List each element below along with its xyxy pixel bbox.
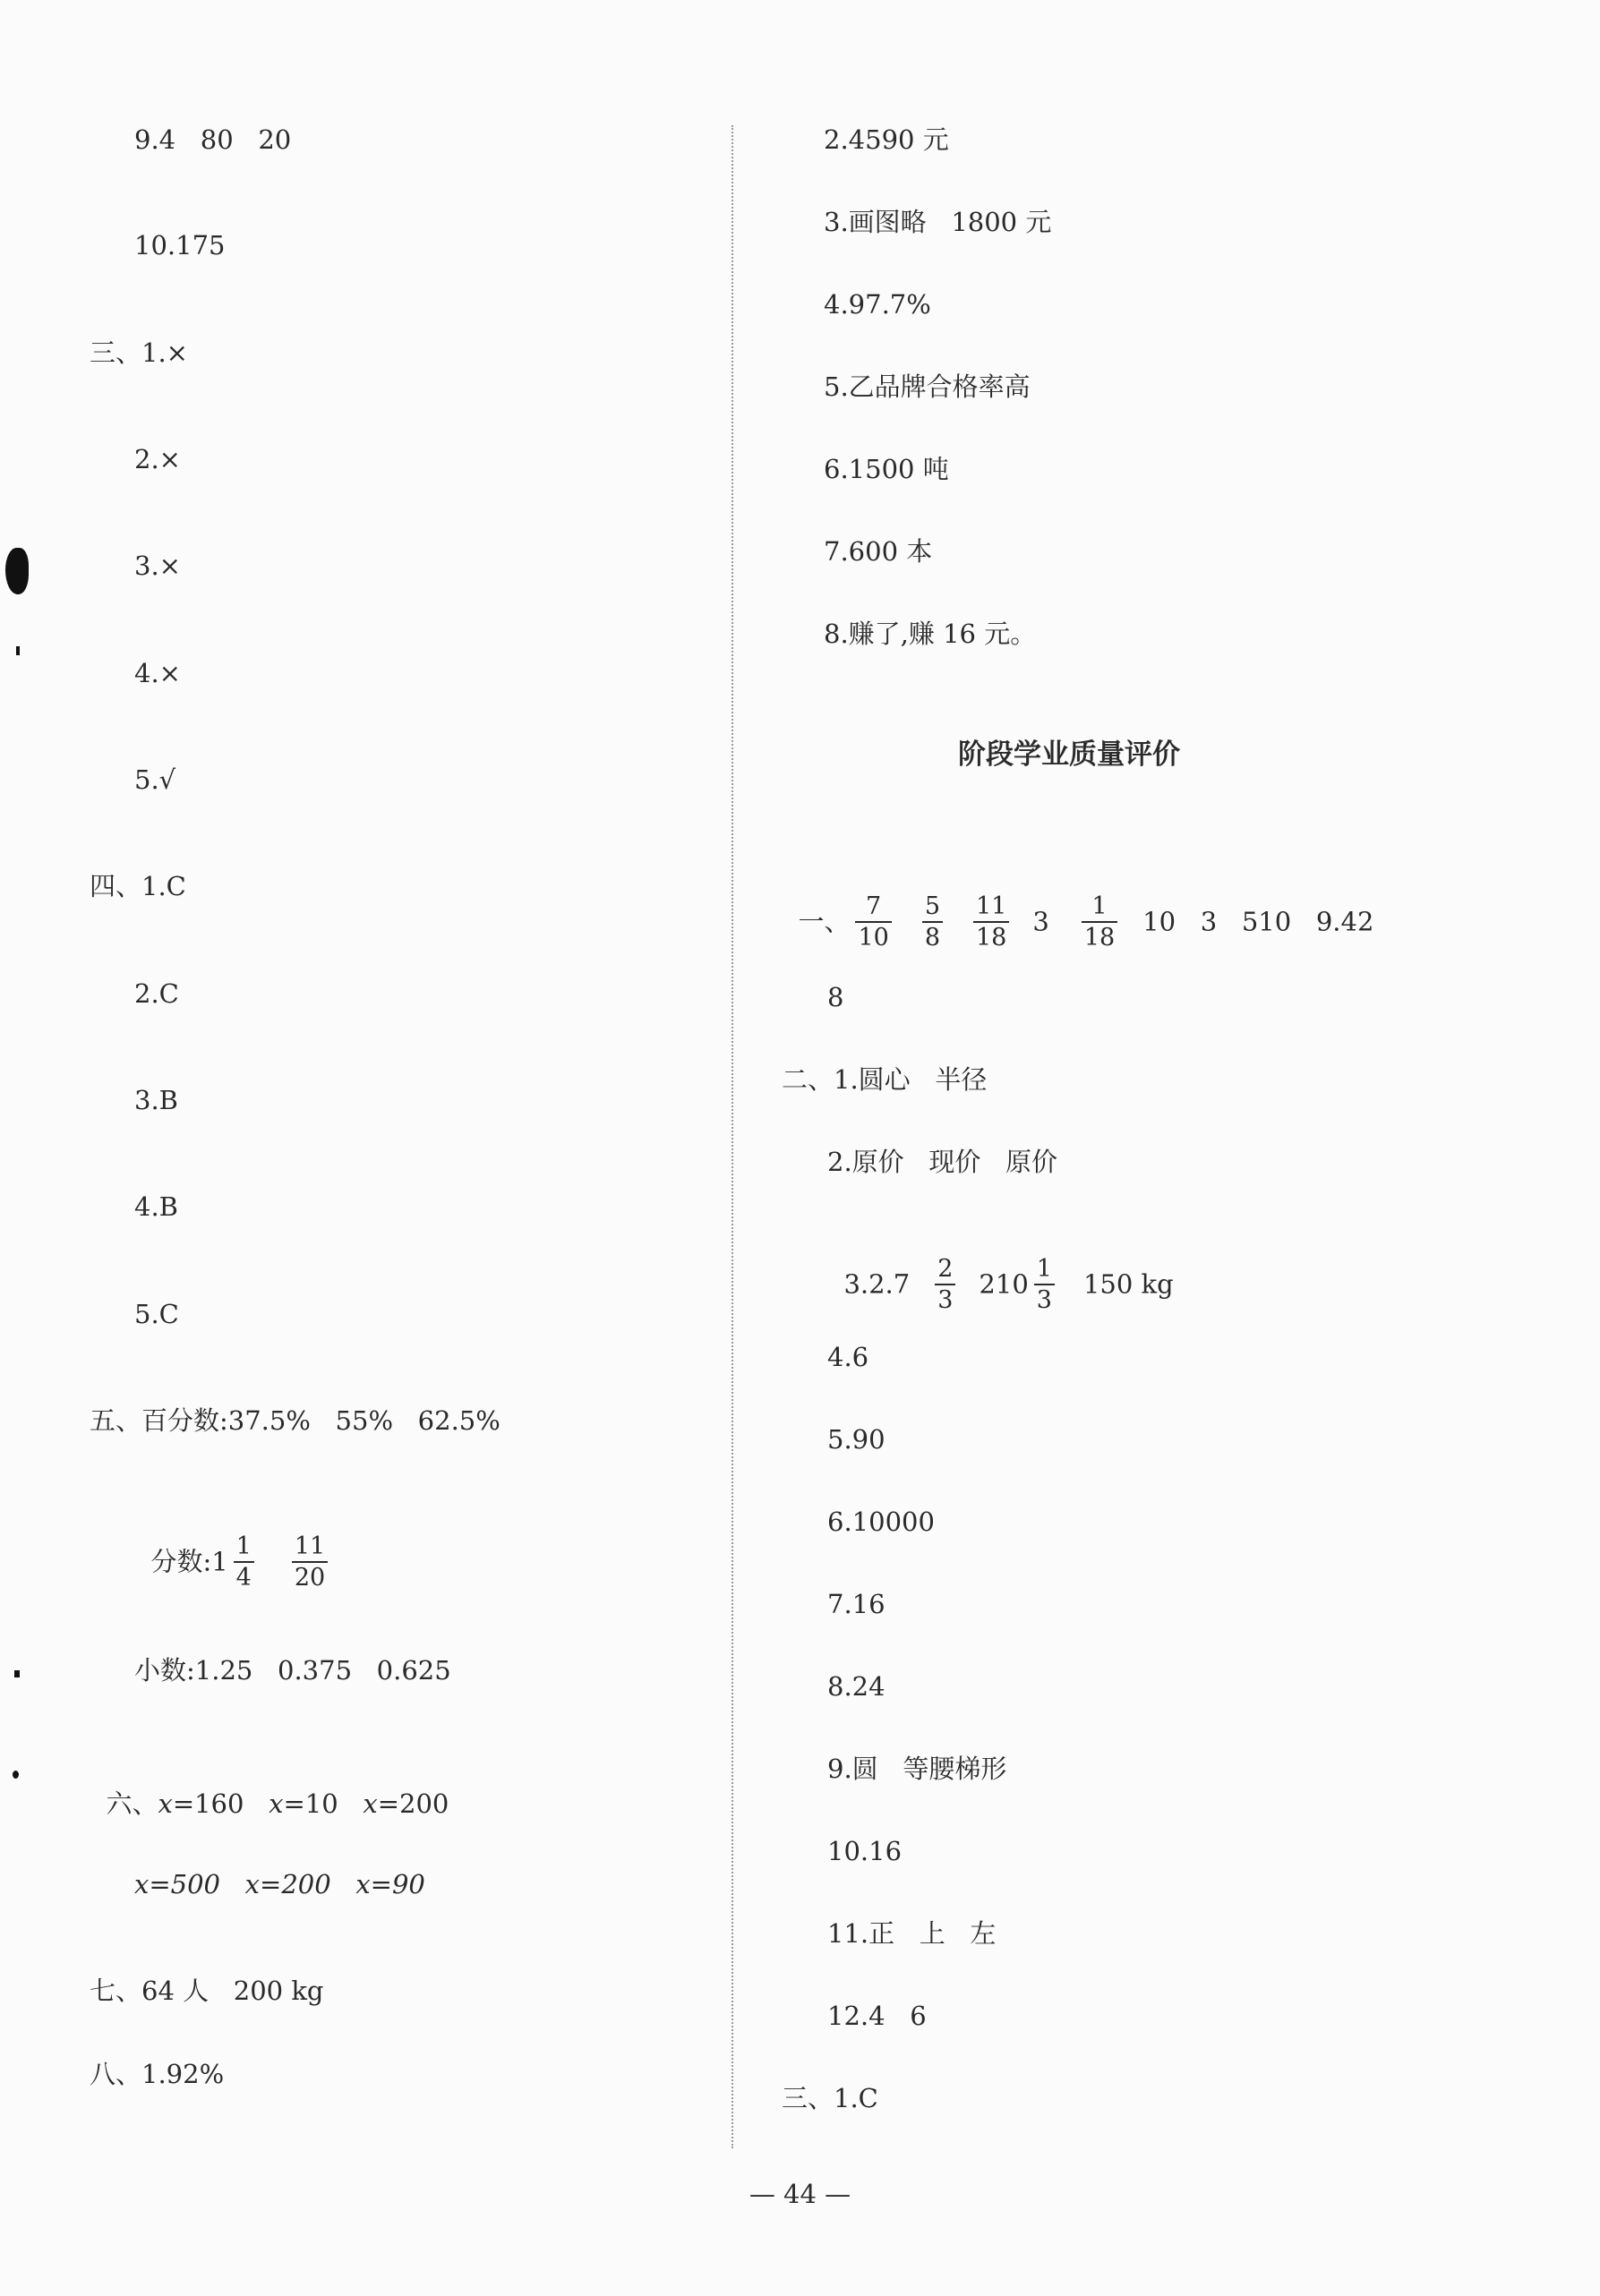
section-number: 一、: [798, 906, 851, 937]
answer-line: 5.乙品牌合格率高: [824, 371, 1031, 402]
column-divider: [732, 125, 733, 2148]
variable: x: [158, 1788, 173, 1819]
numerator: 2: [937, 1255, 954, 1283]
numerator: 11: [976, 892, 1007, 920]
fraction: [292, 1534, 328, 1590]
answer-line: 10.175: [134, 230, 226, 260]
fraction: [973, 894, 1009, 950]
answer-value: 3: [1032, 906, 1049, 937]
answer-line: 12.4 6: [827, 2001, 927, 2031]
answer-line: 五、百分数:37.5% 55% 62.5%: [90, 1405, 501, 1436]
denominator: 8: [922, 921, 943, 950]
numerator: 7: [866, 892, 882, 920]
answer-line: 8.赚了,赚 16 元。: [824, 619, 1037, 649]
fraction-answer-line: [134, 1508, 333, 1590]
answer-line: 2.原价 现价 原价: [827, 1147, 1057, 1177]
numerator: 11: [294, 1532, 326, 1560]
variable: x: [269, 1788, 284, 1819]
answer-line: 3.B: [134, 1085, 178, 1115]
fraction-prefix: 分数:1: [150, 1546, 228, 1577]
answer-line: 10.16: [827, 1836, 903, 1866]
answer-value: 150 kg: [1082, 1268, 1174, 1300]
denominator: 20: [292, 1561, 328, 1590]
equation-answer-line: [90, 1765, 449, 1817]
numerator: 1: [235, 1532, 252, 1560]
answer-line: 7.16: [827, 1589, 886, 1619]
answer-line: 3.画图略 1800 元: [824, 207, 1052, 237]
fraction: [855, 894, 891, 950]
answer-line: 三、1.×: [90, 337, 188, 368]
answer-value: 210: [979, 1268, 1029, 1300]
denominator: 3: [935, 1284, 955, 1312]
answer-line: 5.90: [827, 1424, 886, 1455]
answer-value: 3.2.7: [843, 1268, 911, 1300]
ink-speck: [16, 646, 20, 655]
answer-line: 4.6: [827, 1342, 869, 1372]
fraction-answer-line: [827, 1231, 1174, 1312]
answer-line: 6.1500 吨: [824, 454, 949, 484]
numerator: 5: [924, 892, 940, 920]
numerator: 1: [1091, 892, 1108, 920]
answer-value: 10 3 510 9.42: [1142, 906, 1374, 937]
answer-line: 3.×: [134, 551, 181, 581]
answer-line: 二、1.圆心 半径: [782, 1064, 988, 1095]
fraction: [922, 894, 943, 950]
answer-line: x=500 x=200 x=90: [134, 1869, 425, 1899]
answer-line: 8.24: [827, 1671, 886, 1702]
answer-line: 四、1.C: [90, 871, 186, 901]
section-title: 阶段学业质量评价: [958, 738, 1180, 771]
denominator: 3: [1034, 1284, 1055, 1312]
answer-line: 9.圆 等腰梯形: [827, 1754, 1007, 1784]
fraction: [935, 1257, 955, 1312]
ink-speck: [14, 1670, 20, 1677]
answer-line: 9.4 80 20: [134, 124, 292, 155]
answer-line: 小数:1.25 0.375 0.625: [134, 1655, 451, 1686]
section-number: 六、: [106, 1788, 158, 1819]
answer-line: 4.B: [134, 1191, 178, 1222]
answer-line: 6.10000: [827, 1506, 935, 1537]
ink-speck: [13, 1771, 19, 1779]
answer-line: 八、1.92%: [90, 2059, 225, 2089]
ink-smudge: [5, 548, 29, 594]
answer-line: 5.C: [134, 1299, 179, 1329]
fraction: [234, 1534, 254, 1590]
variable: x: [363, 1788, 378, 1819]
denominator: 4: [234, 1561, 254, 1590]
equation-value: =160: [172, 1788, 244, 1819]
answer-line: 7.600 本: [824, 536, 933, 567]
answer-line: 三、1.C: [782, 2083, 878, 2113]
answer-line: 2.×: [134, 444, 181, 474]
answer-line: 2.C: [134, 978, 179, 1009]
answer-line: 5.√: [134, 764, 176, 795]
answer-line: 2.4590 元: [824, 124, 949, 155]
denominator: 18: [1082, 921, 1117, 950]
answer-line: 4.×: [134, 658, 181, 688]
denominator: 10: [855, 921, 891, 950]
denominator: 18: [973, 921, 1009, 950]
fraction: [1034, 1257, 1055, 1312]
answer-line: 8: [827, 982, 844, 1012]
answer-line: 4.97.7%: [824, 289, 931, 320]
answer-line: 七、64 人 200 kg: [90, 1976, 324, 2006]
page-number: — 44 —: [749, 2179, 851, 2209]
equation-value: =10: [283, 1788, 338, 1819]
equation-value: =200: [377, 1788, 449, 1819]
fraction: [1082, 894, 1117, 950]
answer-line: 11.正 上 左: [827, 1918, 997, 1949]
numerator: 1: [1036, 1255, 1052, 1283]
fraction-answer-line: [782, 868, 1373, 950]
